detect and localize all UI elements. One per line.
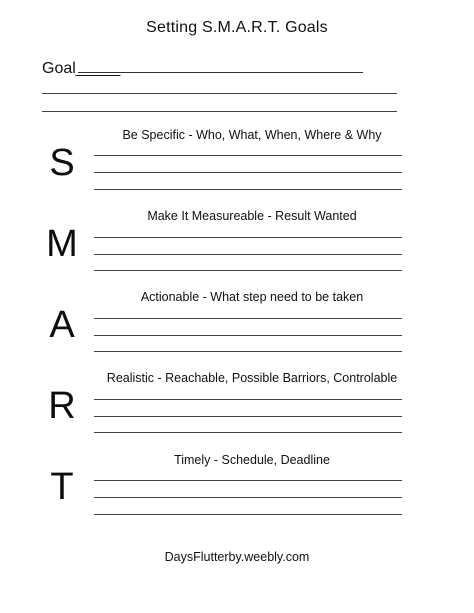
section-letter: S <box>49 142 75 184</box>
writing-line <box>94 172 402 173</box>
writing-line <box>94 270 402 271</box>
writing-line <box>94 497 402 498</box>
writing-line <box>94 155 402 156</box>
writing-line <box>94 189 402 190</box>
writing-line <box>94 335 402 336</box>
section-letter: A <box>49 304 75 346</box>
writing-line <box>94 237 402 238</box>
section-heading: Be Specific - Who, What, When, Where & Why <box>122 128 382 142</box>
section-heading: Timely - Schedule, Deadline <box>174 453 330 467</box>
section-heading: Actionable - What step need to be taken <box>140 290 364 304</box>
section-letter: T <box>50 466 74 508</box>
goal-writing-line <box>42 93 397 94</box>
section-heading: Make It Measureable - Result Wanted <box>147 209 357 223</box>
goal-writing-line <box>42 111 397 112</box>
writing-line <box>94 254 402 255</box>
writing-line <box>94 351 402 352</box>
section-heading: Realistic - Reachable, Possible Barriors, Controlable <box>106 371 398 385</box>
footer-website: DaysFlutterby.weebly.com <box>164 550 310 564</box>
writing-line <box>94 318 402 319</box>
page-title: Setting S.M.A.R.T. Goals <box>146 19 328 36</box>
writing-line <box>94 480 402 481</box>
section-letter: M <box>46 223 78 265</box>
goal-label: Goal_____ <box>42 60 121 77</box>
goal-writing-line <box>78 72 363 73</box>
writing-line <box>94 416 402 417</box>
writing-line <box>94 514 402 515</box>
writing-line <box>94 432 402 433</box>
writing-line <box>94 399 402 400</box>
section-letter: R <box>48 385 76 427</box>
